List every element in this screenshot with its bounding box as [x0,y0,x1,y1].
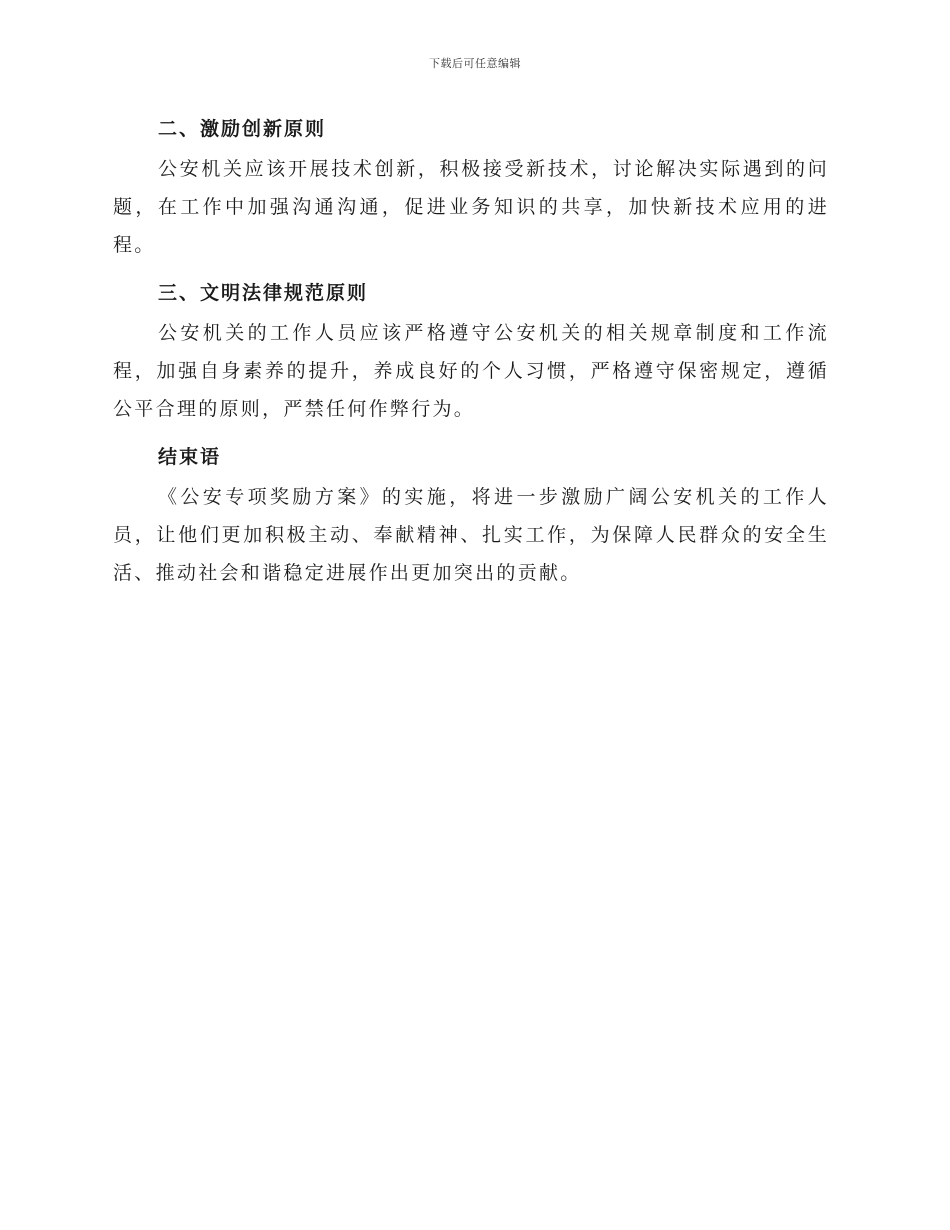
section-heading: 结束语 [158,446,222,468]
section-heading: 二、激励创新原则 [158,118,327,140]
section-heading: 三、文明法律规范原则 [158,282,369,304]
section-civilized-law [113,274,829,428]
document-body [113,110,829,602]
section-conclusion [113,438,829,592]
section-innovation [113,110,829,264]
page-header-note: 下载后可任意编辑 [429,57,521,70]
section-paragraph: 公安机关的工作人员应该严格遵守公安机关的相关规章制度和工作流程，加强自身素养的提升，养成良好的个人习惯，严格遵守保密规定，遵循公平合理的原则，严禁任何作弊行为。 [113,322,829,420]
section-paragraph: 《公安专项奖励方案》的实施，将进一步激励广阔公安机关的工作人员，让他们更加积极主动、奉献精神、扎实工作，为保障人民群众的安全生活、推动社会和谐稳定进展作出更加突出的贡献。 [113,486,829,584]
section-paragraph: 公安机关应该开展技术创新，积极接受新技术，讨论解决实际遇到的问题，在工作中加强沟通沟通，促进业务知识的共享，加快新技术应用的进程。 [113,158,829,256]
